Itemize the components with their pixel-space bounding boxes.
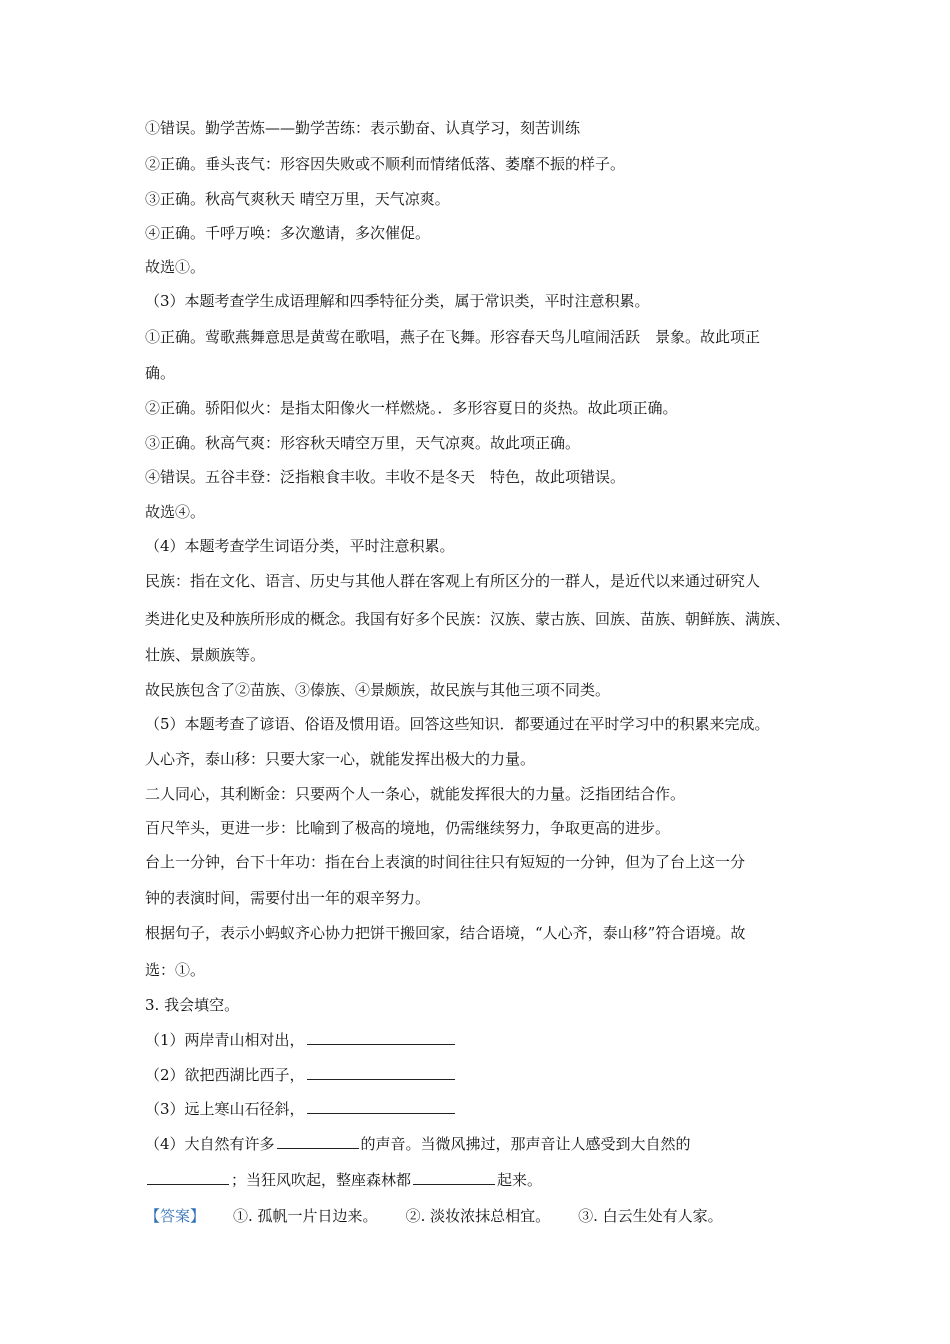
- fill-blank[interactable]: [147, 1170, 229, 1185]
- text-line: ①正确。莺歌燕舞意思是黄莺在歌唱，燕子在飞舞。形容春天鸟儿喧闹活跃 景象。故此项正: [145, 328, 761, 346]
- answer-line: [145, 1206, 825, 1226]
- text-line: （5）本题考查了谚语、俗语及惯用语。回答这些知识．都要通过在平时学习中的积累来完成。: [145, 715, 770, 733]
- fill-question-text: 的声音。当微风拂过，那声音让人感受到大自然的: [360, 1135, 691, 1153]
- fill-question-text: （1）两岸青山相对出，: [145, 1031, 305, 1049]
- text-line: 确。: [145, 364, 176, 382]
- text-line: 人心齐，泰山移：只要大家一心，就能发挥出极大的力量。: [145, 750, 536, 768]
- text-line: 台上一分钟，台下十年功：指在台上表演的时间往往只有短短的一分钟，但为了台上这一分: [145, 853, 746, 871]
- fill-question-2: [145, 1065, 825, 1085]
- question-heading: 3. 我会填空。: [145, 996, 240, 1014]
- text-line: ④正确。千呼万唤：多次邀请，多次催促。: [145, 224, 431, 242]
- text-line: ②正确。垂头丧气：形容因失败或不顺利而情绪低落、萎靡不振的样子。: [145, 155, 626, 173]
- text-line: ③正确。秋高气爽：形容秋天晴空万里，天气凉爽。故此项正确。: [145, 434, 581, 452]
- answer-item: ①. 孤帆一片日边来。: [233, 1207, 378, 1225]
- text-line: 类进化史及种族所形成的概念。我国有好多个民族：汉族、蒙古族、回族、苗族、朝鲜族、满族、: [145, 610, 791, 628]
- text-line: 故选①。: [145, 258, 206, 276]
- answer-item: ②. 淡妆浓抹总相宜。: [405, 1207, 551, 1225]
- text-line: 故选④。: [145, 503, 206, 521]
- fill-blank[interactable]: [413, 1170, 495, 1185]
- fill-blank[interactable]: [277, 1134, 359, 1149]
- text-line: 根据句子，表示小蚂蚁齐心协力把饼干搬回家，结合语境，“人心齐，泰山移”符合语境。故: [145, 924, 746, 942]
- text-line: ③正确。秋高气爽秋天 晴空万里，天气凉爽。: [145, 190, 450, 208]
- text-line: ②正确。骄阳似火：是指太阳像火一样燃烧。．多形容夏日的炎热。故此项正确。: [145, 399, 678, 417]
- fill-question-text: 起来。: [497, 1171, 543, 1189]
- text-line: 故民族包含了②苗族、③傣族、④景颇族，故民族与其他三项不同类。: [145, 681, 611, 699]
- text-line: 壮族、景颇族等。: [145, 646, 266, 664]
- fill-question-1: [145, 1030, 825, 1050]
- fill-question-text: （3）远上寒山石径斜，: [145, 1100, 305, 1118]
- text-line: 选：①。: [145, 961, 206, 979]
- fill-question-4: [145, 1134, 825, 1154]
- text-line: （4）本题考查学生词语分类，平时注意积累。: [145, 537, 455, 555]
- fill-question-text: （2）欲把西湖比西子，: [145, 1066, 305, 1084]
- fill-blank[interactable]: [307, 1099, 455, 1114]
- text-line: 百尺竿头，更进一步：比喻到了极高的境地，仍需继续努力，争取更高的进步。: [145, 819, 671, 837]
- fill-question-4-cont: [145, 1170, 825, 1190]
- text-line: ①错误。勤学苦炼——勤学苦练：表示勤奋、认真学习，刻苦训练: [145, 119, 581, 137]
- text-line: 钟的表演时间，需要付出一年的艰辛努力。: [145, 889, 431, 907]
- fill-question-text: （4）大自然有许多: [145, 1135, 275, 1153]
- text-line: （3）本题考查学生成语理解和四季特征分类，属于常识类，平时注意积累。: [145, 292, 650, 310]
- fill-blank[interactable]: [307, 1030, 455, 1045]
- text-line: 二人同心，其利断金：只要两个人一条心，就能发挥很大的力量。泛指团结合作。: [145, 785, 686, 803]
- fill-question-3: [145, 1099, 825, 1119]
- answer-tag: 【答案】: [145, 1207, 206, 1225]
- answer-item: ③. 白云生处有人家。: [578, 1207, 723, 1225]
- fill-question-text: ；当狂风吹起，整座森林都: [231, 1171, 412, 1189]
- text-line: ④错误。五谷丰登：泛指粮食丰收。丰收不是冬天 特色，故此项错误。: [145, 468, 626, 486]
- text-line: 民族：指在文化、语言、历史与其他人群在客观上有所区分的一群人，是近代以来通过研究人: [145, 572, 761, 590]
- fill-blank[interactable]: [307, 1065, 455, 1080]
